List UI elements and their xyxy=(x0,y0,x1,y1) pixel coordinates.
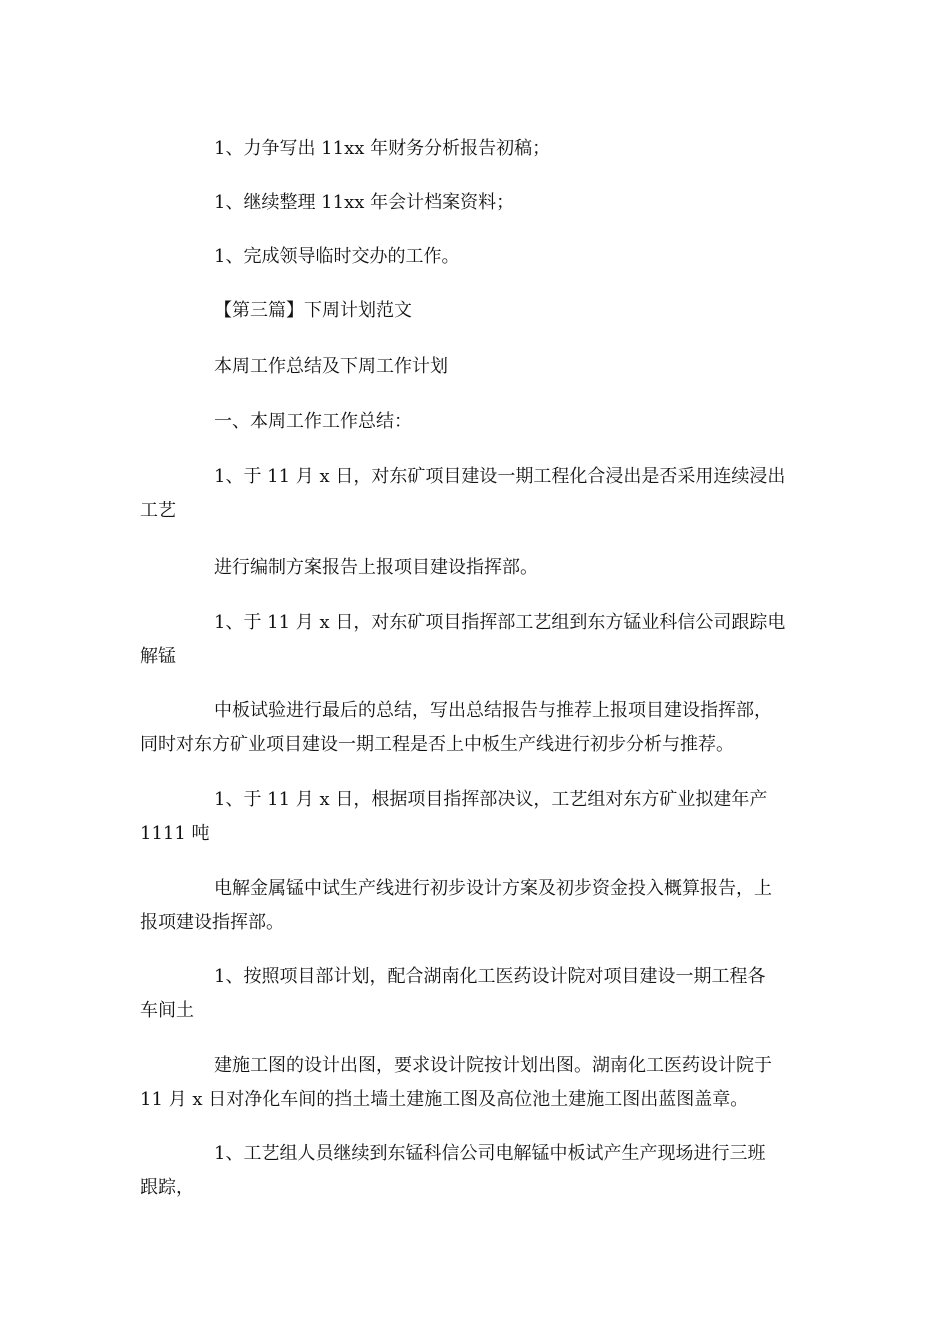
text-line: 建施工图的设计出图，要求设计院按计划出图。湖南化工医药设计院于 xyxy=(214,1055,772,1076)
paragraph-continuation xyxy=(140,1171,194,1205)
subsection-heading xyxy=(214,405,412,439)
paragraph-continuation xyxy=(140,494,176,528)
paragraph xyxy=(214,240,459,274)
paragraph xyxy=(214,1137,765,1171)
text-line: 进行编制方案报告上报项目建设指挥部。 xyxy=(214,557,538,578)
text-line: 1111 吨 xyxy=(140,823,210,844)
text-line: 车间土 xyxy=(140,1000,194,1021)
paragraph xyxy=(214,460,785,494)
text-line: 本周工作总结及下周工作计划 xyxy=(214,356,448,377)
text-line: 同时对东方矿业项目建设一期工程是否上中板生产线进行初步分析与推荐。 xyxy=(140,734,734,755)
section-title xyxy=(214,350,448,384)
text-line: 1、工艺组人员继续到东锰科信公司电解锰中板试产生产现场进行三班 xyxy=(214,1143,766,1164)
paragraph-continuation xyxy=(140,640,176,674)
paragraph xyxy=(214,132,550,166)
text-line: 1、于 11 月 x 日，对东矿项目建设一期工程化合浸出是否采用连续浸出 xyxy=(214,466,786,487)
text-line: 1、继续整理 11xx 年会计档案资料； xyxy=(214,192,515,213)
paragraph xyxy=(214,960,765,994)
text-line: 1、完成领导临时交办的工作。 xyxy=(214,246,460,267)
paragraph xyxy=(214,1049,772,1083)
paragraph-continuation xyxy=(140,728,734,762)
text-line: 11 月 x 日对净化车间的挡土墙土建施工图及高位池土建施工图出蓝图盖章。 xyxy=(140,1089,749,1110)
paragraph xyxy=(214,186,514,220)
paragraph xyxy=(214,606,785,640)
text-line: 报项建设指挥部。 xyxy=(140,912,284,933)
text-line: 1、按照项目部计划，配合湖南化工医药设计院对项目建设一期工程各 xyxy=(214,966,766,987)
paragraph xyxy=(214,783,767,817)
paragraph-continuation xyxy=(140,1083,748,1117)
text-line: 1、于 11 月 x 日，对东矿项目指挥部工艺组到东方锰业科信公司跟踪电 xyxy=(214,612,786,633)
text-line: 一、本周工作工作总结： xyxy=(214,411,412,432)
text-line: 1、于 11 月 x 日，根据项目指挥部决议，工艺组对东方矿业拟建年产 xyxy=(214,789,768,810)
paragraph-continuation xyxy=(140,817,210,851)
text-line: 工艺 xyxy=(140,500,176,521)
text-line: 解锰 xyxy=(140,646,176,667)
text-line: 1、力争写出 11xx 年财务分析报告初稿； xyxy=(214,138,551,159)
paragraph-continuation xyxy=(140,994,194,1028)
section-heading xyxy=(214,294,412,328)
paragraph-continuation xyxy=(140,906,284,940)
text-line: 电解金属锰中试生产线进行初步设计方案及初步资金投入概算报告，上 xyxy=(214,878,772,899)
paragraph xyxy=(214,694,772,728)
text-line: 中板试验进行最后的总结，写出总结报告与推荐上报项目建设指挥部， xyxy=(214,700,772,721)
text-line: 跟踪， xyxy=(140,1177,194,1198)
paragraph xyxy=(214,551,538,585)
paragraph xyxy=(214,872,772,906)
text-line: 【第三篇】下周计划范文 xyxy=(214,300,412,321)
